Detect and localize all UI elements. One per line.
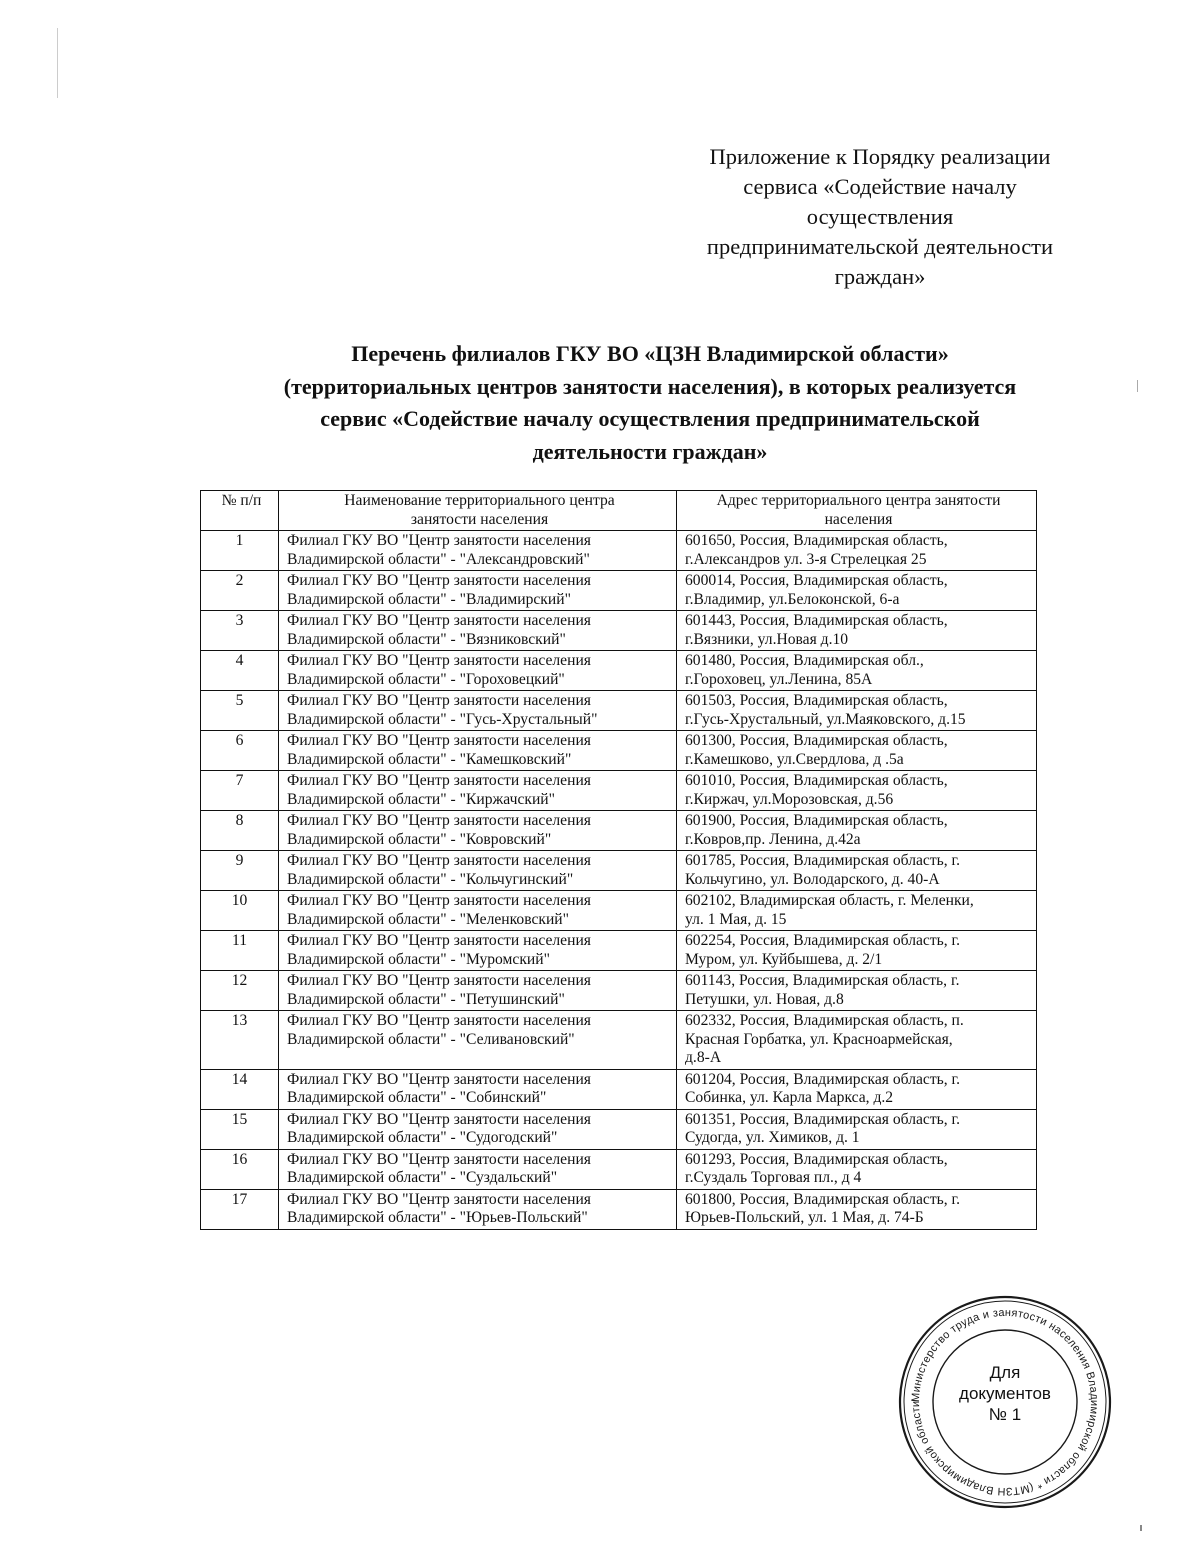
table-row	[201, 1189, 1037, 1229]
table-row	[201, 731, 1037, 771]
table-row	[201, 691, 1037, 731]
table-row	[201, 891, 1037, 931]
title-line: (территориальных центров занятости населения), в которых реализуется	[283, 373, 1017, 399]
branch-address: 602254, Россия, Владимирская область, г. Муром, ул. Куйбышева, д. 2/1	[677, 931, 1037, 971]
branch-name: Филиал ГКУ ВО "Центр занятости населения Владимирской области" - "Владимирский"	[279, 571, 677, 611]
branch-name: Филиал ГКУ ВО "Центр занятости населения Владимирской области" - "Киржачский"	[279, 771, 677, 811]
title-line: сервис «Содействие началу осуществления предпринимательской	[320, 406, 980, 431]
branch-address: 601443, Россия, Владимирская область, г.Вязники, ул.Новая д.10	[677, 611, 1037, 651]
appendix-line: сервиса «Содействие началу	[743, 174, 1017, 199]
appendix-line: граждан»	[834, 264, 926, 289]
branch-name: Филиал ГКУ ВО "Центр занятости населения Владимирской области" - "Ковровский"	[279, 811, 677, 851]
branch-address: 601480, Россия, Владимирская обл., г.Гороховец, ул.Ленина, 85А	[677, 651, 1037, 691]
branch-address: 601503, Россия, Владимирская область, г.Гусь-Хрустальный, ул.Маяковского, д.15	[677, 691, 1037, 731]
branches-table	[200, 490, 1037, 1230]
branch-name: Филиал ГКУ ВО "Центр занятости населения Владимирской области" - "Камешковский"	[279, 731, 677, 771]
branch-address: 601293, Россия, Владимирская область, г.Суздаль Торговая пл., д 4	[677, 1149, 1037, 1189]
header-name: Наименование территориального центра занятости населения	[279, 491, 677, 531]
table-row	[201, 531, 1037, 571]
branch-name: Филиал ГКУ ВО "Центр занятости населения Владимирской области" - "Селивановский"	[279, 1011, 677, 1070]
row-number: 12	[201, 971, 279, 1011]
header-address: Адрес территориального центра занятости населения	[677, 491, 1037, 531]
header-number: № п/п	[201, 491, 279, 531]
row-number: 16	[201, 1149, 279, 1189]
appendix-line: Приложение к Порядку реализации	[709, 144, 1051, 169]
branch-name: Филиал ГКУ ВО "Центр занятости населения Владимирской области" - "Петушинский"	[279, 971, 677, 1011]
row-number: 17	[201, 1189, 279, 1229]
official-stamp	[895, 1292, 1115, 1512]
row-number: 6	[201, 731, 279, 771]
branch-address: 601143, Россия, Владимирская область, г. Петушки, ул. Новая, д.8	[677, 971, 1037, 1011]
row-number: 8	[201, 811, 279, 851]
row-number: 1	[201, 531, 279, 571]
branch-name: Филиал ГКУ ВО "Центр занятости населения Владимирской области" - "Гусь-Хрустальный"	[279, 691, 677, 731]
row-number: 5	[201, 691, 279, 731]
title-line: деятельности граждан»	[532, 438, 768, 464]
table-header-row	[201, 491, 1037, 531]
branch-name: Филиал ГКУ ВО "Центр занятости населения Владимирской области" - "Гороховецкий"	[279, 651, 677, 691]
table-row	[201, 611, 1037, 651]
branch-name: Филиал ГКУ ВО "Центр занятости населения Владимирской области" - "Судогодский"	[279, 1109, 677, 1149]
row-number: 3	[201, 611, 279, 651]
branch-address: 601800, Россия, Владимирская область, г. Юрьев-Польский, ул. 1 Мая, д. 74-Б	[677, 1189, 1037, 1229]
table-row	[201, 971, 1037, 1011]
appendix-line: предпринимательской деятельности	[706, 234, 1054, 259]
table-row	[201, 931, 1037, 971]
row-number: 9	[201, 851, 279, 891]
stamp-ring-text: Министерство труда и занятости населения Владимирской области * (МТЗН Владимирской области	[909, 1306, 1101, 1498]
row-number: 7	[201, 771, 279, 811]
branch-address: 601300, Россия, Владимирская область, г.Камешково, ул.Свердлова, д .5а	[677, 731, 1037, 771]
row-number: 11	[201, 931, 279, 971]
branch-name: Филиал ГКУ ВО "Центр занятости населения Владимирской области" - "Александровский"	[279, 531, 677, 571]
row-number: 4	[201, 651, 279, 691]
row-number: 2	[201, 571, 279, 611]
table-row	[201, 1069, 1037, 1109]
branch-address: 601010, Россия, Владимирская область, г.Киржач, ул.Морозовская, д.56	[677, 771, 1037, 811]
title-line: Перечень филиалов ГКУ ВО «ЦЗН Владимирской области»	[351, 341, 949, 366]
row-number: 14	[201, 1069, 279, 1109]
table-row	[201, 1011, 1037, 1070]
branch-address: 601650, Россия, Владимирская область, г.Александров ул. 3-я Стрелецкая 25	[677, 531, 1037, 571]
table-row	[201, 1149, 1037, 1189]
table-row	[201, 771, 1037, 811]
branch-name: Филиал ГКУ ВО "Центр занятости населения Владимирской области" - "Собинский"	[279, 1069, 677, 1109]
stamp-line: № 1	[988, 1405, 1022, 1424]
branch-name: Филиал ГКУ ВО "Центр занятости населения Владимирской области" - "Суздальский"	[279, 1149, 677, 1189]
branch-name: Филиал ГКУ ВО "Центр занятости населения Владимирской области" - "Кольчугинский"	[279, 851, 677, 891]
table-row	[201, 811, 1037, 851]
branch-address: 601900, Россия, Владимирская область, г.Ковров,пр. Ленина, д.42а	[677, 811, 1037, 851]
table-row	[201, 1109, 1037, 1149]
stamp-line: документов	[959, 1384, 1051, 1403]
appendix-note	[640, 142, 1120, 292]
document-title	[150, 338, 1150, 468]
branch-address: 602332, Россия, Владимирская область, п. Красная Горбатка, ул. Красноармейская, д.8-А	[677, 1011, 1037, 1070]
scan-mark	[57, 28, 58, 98]
table-row	[201, 651, 1037, 691]
row-number: 13	[201, 1011, 279, 1070]
appendix-line: осуществления	[806, 204, 954, 229]
table-row	[201, 571, 1037, 611]
branch-name: Филиал ГКУ ВО "Центр занятости населения Владимирской области" - "Юрьев-Польский"	[279, 1189, 677, 1229]
branch-address: 601785, Россия, Владимирская область, г. Кольчугино, ул. Володарского, д. 40-А	[677, 851, 1037, 891]
row-number: 10	[201, 891, 279, 931]
row-number: 15	[201, 1109, 279, 1149]
branch-name: Филиал ГКУ ВО "Центр занятости населения Владимирской области" - "Вязниковский"	[279, 611, 677, 651]
scan-mark	[1140, 1525, 1142, 1531]
branch-name: Филиал ГКУ ВО "Центр занятости населения Владимирской области" - "Меленковский"	[279, 891, 677, 931]
table-row	[201, 851, 1037, 891]
branch-name: Филиал ГКУ ВО "Центр занятости населения Владимирской области" - "Муромский"	[279, 931, 677, 971]
branch-address: 600014, Россия, Владимирская область, г.Владимир, ул.Белоконской, 6-а	[677, 571, 1037, 611]
branch-address: 601351, Россия, Владимирская область, г. Судогда, ул. Химиков, д. 1	[677, 1109, 1037, 1149]
branch-address: 601204, Россия, Владимирская область, г. Собинка, ул. Карла Маркса, д.2	[677, 1069, 1037, 1109]
stamp-line: Для	[989, 1363, 1021, 1382]
table-body	[201, 531, 1037, 1230]
stamp-center-text	[895, 1362, 1115, 1425]
branch-address: 602102, Владимирская область, г. Меленки, ул. 1 Мая, д. 15	[677, 891, 1037, 931]
